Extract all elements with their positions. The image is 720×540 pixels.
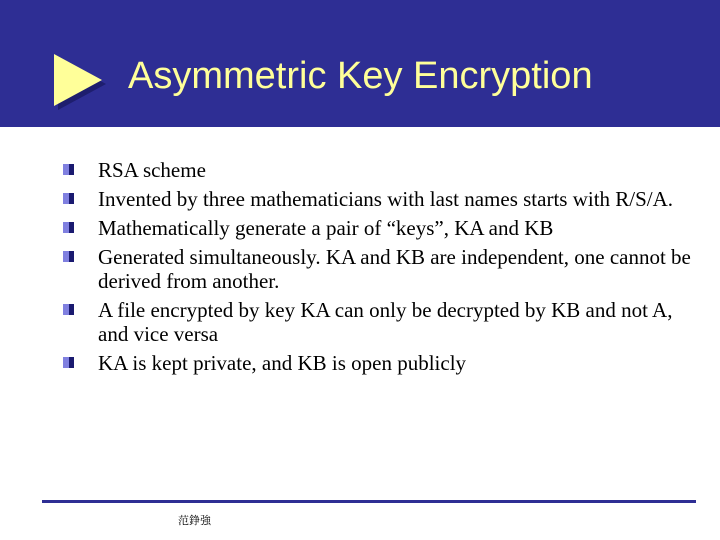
bullet-text: RSA scheme [98, 158, 206, 182]
bullet-text: KA is kept private, and KB is open publicly [98, 351, 467, 375]
play-triangle-icon [52, 52, 112, 112]
square-bullet-icon [63, 357, 74, 368]
slide-title: Asymmetric Key Encryption [128, 55, 593, 97]
bullet-text: Mathematically generate a pair of “keys”, KA and KB [98, 216, 554, 240]
square-bullet-icon [63, 164, 74, 175]
bullet-text: Generated simultaneously. KA and KB are independent, one cannot be derived from another. [98, 245, 691, 293]
bullet-item [60, 298, 700, 346]
square-bullet-icon [63, 251, 74, 262]
bullet-item [60, 245, 700, 293]
square-bullet-icon [63, 304, 74, 315]
bullet-item [60, 187, 700, 211]
bullet-item [60, 216, 700, 240]
square-bullet-icon [63, 222, 74, 233]
footer-rule [42, 500, 696, 503]
title-bar [0, 0, 720, 127]
bullet-item [60, 351, 700, 375]
bullet-list [60, 158, 700, 380]
square-bullet-icon [63, 193, 74, 204]
bullet-item [60, 158, 700, 182]
bullet-text: A file encrypted by key KA can only be decrypted by KB and not A, and vice versa [98, 298, 673, 346]
footer-text: 范錚強 [178, 514, 211, 527]
bullet-text: Invented by three mathematicians with last names starts with R/S/A. [98, 187, 674, 211]
